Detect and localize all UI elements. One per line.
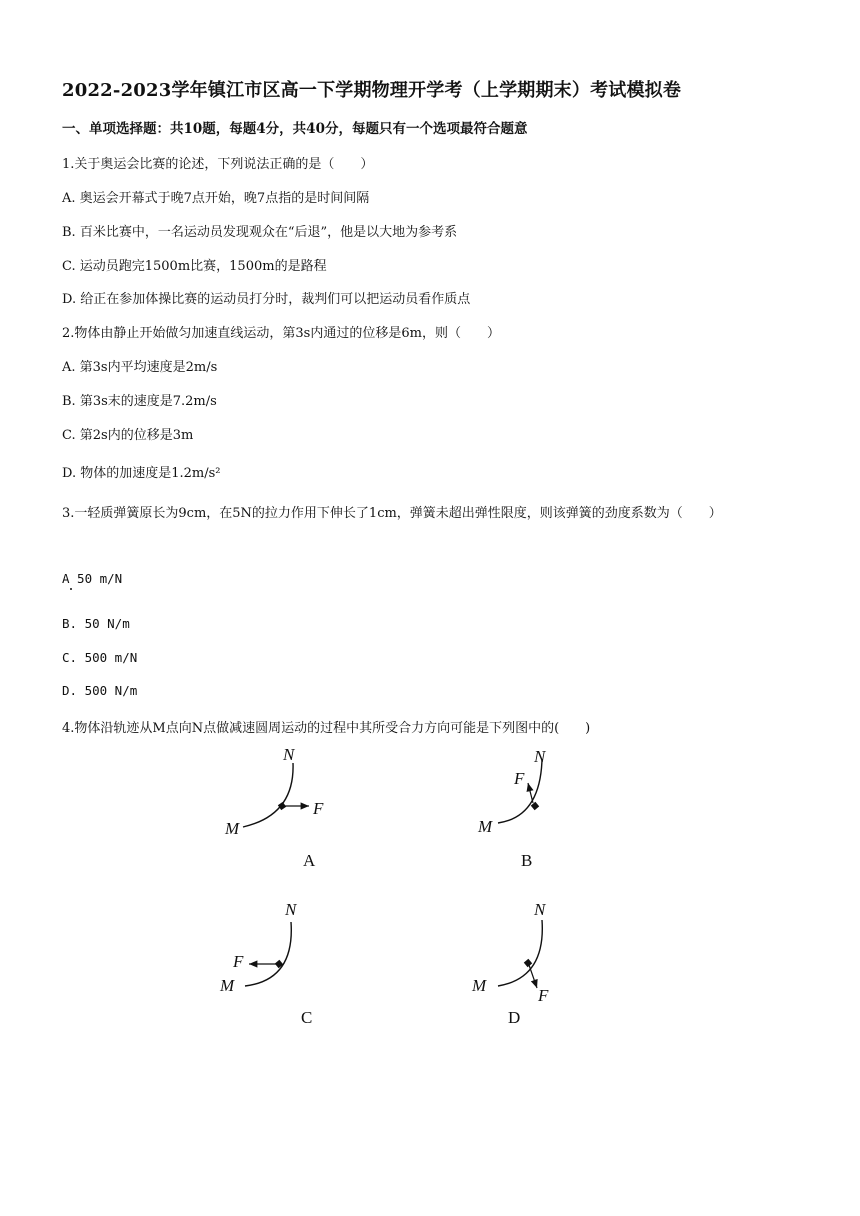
object-block bbox=[531, 802, 539, 810]
trajectory-arc bbox=[245, 922, 291, 986]
stray-dot bbox=[70, 588, 72, 590]
q2-option-c: C. 第2s内的位移是3m bbox=[62, 428, 194, 443]
q1-option-d: D. 给正在参加体操比赛的运动员打分时，裁判们可以把运动员看作质点 bbox=[62, 292, 471, 307]
figure-label: C bbox=[301, 1008, 313, 1027]
figure-label: D bbox=[508, 1008, 521, 1027]
label-n: N bbox=[534, 747, 546, 766]
trajectory-arc bbox=[498, 920, 542, 986]
q2-option-a: A. 第3s内平均速度是2m/s bbox=[62, 360, 218, 375]
q3-option-b: B. 50 N/m bbox=[62, 616, 130, 631]
label-m: M bbox=[478, 817, 493, 836]
figure-a-diagram bbox=[215, 745, 345, 875]
q2-option-b: B. 第3s末的速度是7.2m/s bbox=[62, 394, 217, 409]
exam-title: 2022-2023学年镇江市区高一下学期物理开学考（上学期期末）考试模拟卷 bbox=[62, 80, 682, 101]
q2-stem: 2.物体由静止开始做匀加速直线运动，第3s内通过的位移是6m，则（ ） bbox=[62, 326, 500, 341]
q2-option-d: D. 物体的加速度是1.2m/s² bbox=[62, 466, 221, 481]
label-f: F bbox=[313, 799, 324, 818]
figure-b bbox=[470, 745, 600, 875]
label-f: F bbox=[538, 986, 549, 1005]
label-m: M bbox=[472, 976, 487, 995]
q3-stem: 3.一轻质弹簧原长为9cm，在5N的拉力作用下伸长了1cm，弹簧未超出弹性限度，则该弹簧的劲度系数为（ ） bbox=[62, 506, 722, 521]
figure-label: A bbox=[303, 851, 316, 870]
trajectory-arc bbox=[243, 763, 293, 827]
object-block bbox=[524, 959, 532, 967]
q1-option-a: A. 奥运会开幕式于晚7点开始，晚7点指的是时间间隔 bbox=[62, 191, 370, 206]
label-m: M bbox=[220, 976, 235, 995]
figure-d bbox=[470, 900, 600, 1030]
label-f: F bbox=[514, 769, 525, 788]
label-m: M bbox=[225, 819, 240, 838]
q1-stem: 1.关于奥运会比赛的论述，下列说法正确的是（ ） bbox=[62, 157, 374, 172]
figure-label: B bbox=[521, 851, 533, 870]
q3-option-a: A 50 m/N bbox=[62, 571, 123, 586]
q3-option-c: C. 500 m/N bbox=[62, 650, 138, 665]
label-f: F bbox=[233, 952, 244, 971]
force-arrow bbox=[528, 783, 533, 803]
figure-c bbox=[215, 900, 345, 1030]
q1-option-c: C. 运动员跑完1500m比赛，1500m的是路程 bbox=[62, 259, 327, 274]
label-n: N bbox=[285, 900, 297, 919]
label-n: N bbox=[534, 900, 546, 919]
q4-stem: 4.物体沿轨迹从M点向N点做减速圆周运动的过程中其所受合力方向可能是下列图中的( ) bbox=[62, 721, 591, 736]
label-n: N bbox=[283, 745, 295, 764]
figure-a bbox=[215, 745, 345, 875]
q3-option-d: D. 500 N/m bbox=[62, 683, 138, 698]
q1-option-b: B. 百米比赛中，一名运动员发现观众在“后退”，他是以大地为参考系 bbox=[62, 225, 458, 240]
section-heading: 一、单项选择题：共10题，每题4分，共40分，每题只有一个选项最符合题意 bbox=[62, 121, 528, 137]
force-arrow bbox=[529, 965, 537, 988]
